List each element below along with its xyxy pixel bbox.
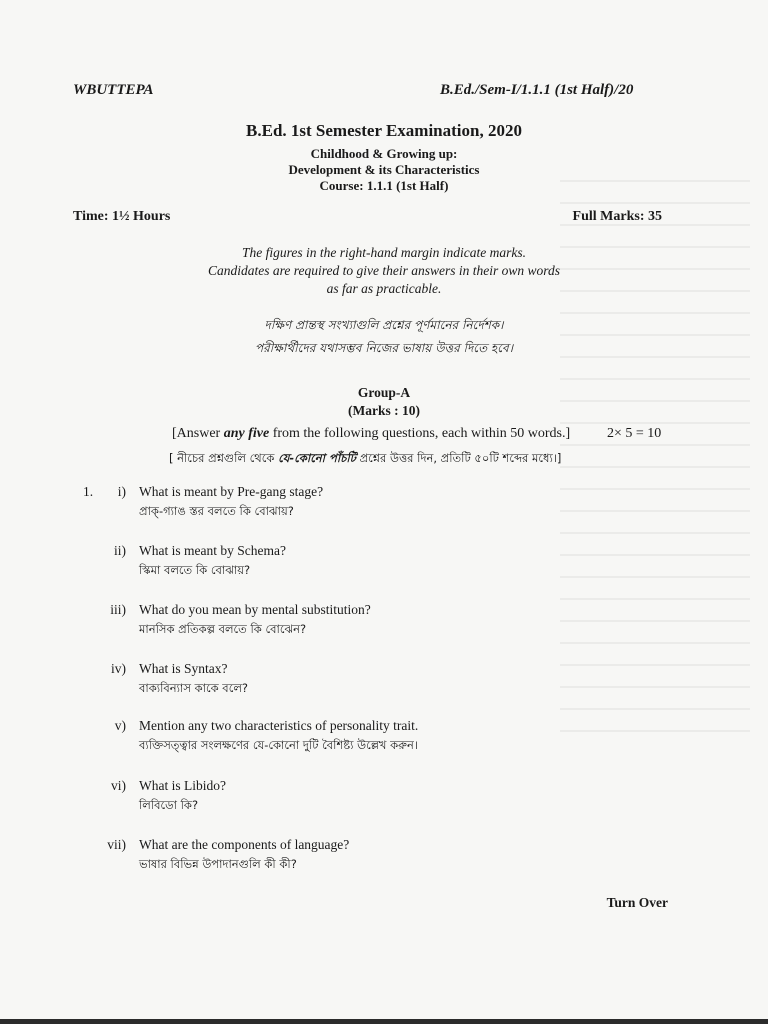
question-v-num: v) xyxy=(114,718,126,733)
answer-instruction-bn xyxy=(169,450,561,469)
show-through-texture xyxy=(560,180,750,740)
answer-marks: 2× 5 = 10 xyxy=(607,426,662,441)
question-ii-num: ii) xyxy=(114,543,126,558)
header-left: WBUTTEPA xyxy=(73,82,154,98)
question-iv-en: What is Syntax? xyxy=(139,661,228,676)
answer-instruction-bn-post: প্রশ্নের উত্তর দিন, প্রতিটি ৫০টি শব্দের মধ্যে।] xyxy=(355,451,562,465)
instruction-en-3: as far as practicable. xyxy=(326,281,442,296)
answer-instruction-emphasis: any five xyxy=(223,426,270,441)
instruction-en-1: The figures in the right-hand margin indicate marks. xyxy=(242,245,526,260)
answer-instruction-post: from the following questions, each within 50 words.] xyxy=(269,426,571,441)
instruction-en-2: Candidates are required to give their answers in their own words xyxy=(208,263,560,278)
header-right: B.Ed./Sem-I/1.1.1 (1st Half)/20 xyxy=(440,82,634,98)
question-i-en: What is meant by Pre-gang stage? xyxy=(139,484,324,499)
group-name: Group-A xyxy=(357,385,411,400)
answer-instruction-bn-emphasis: যে-কোনো পাঁচটি xyxy=(278,451,356,465)
question-ii-bn: স্কিমা বলতে কি বোঝায়? xyxy=(139,563,251,577)
answer-instruction xyxy=(172,426,570,442)
question-iv-bn: বাক্যবিন্যাস কাকে বলে? xyxy=(139,681,248,695)
instruction-bn-1: দক্ষিণ প্রান্তস্থ সংখ্যাগুলি প্রশ্নের পূর্ণমানের নির্দেশক। xyxy=(264,318,504,332)
question-iii-bn: মানসিক প্রতিকল্প বলতে কি বোঝেন? xyxy=(139,622,307,636)
question-vi-num: vi) xyxy=(111,778,126,793)
question-v-en: Mention any two characteristics of personality trait. xyxy=(139,718,419,733)
question-vii-en: What are the components of language? xyxy=(139,837,350,852)
answer-instruction-pre: [Answer xyxy=(172,426,224,441)
exam-subtitle-1: Childhood & Growing up: xyxy=(310,146,458,161)
exam-time: Time: 1½ Hours xyxy=(73,209,171,224)
question-vii-num: vii) xyxy=(107,837,126,852)
group-marks: (Marks : 10) xyxy=(348,403,420,418)
question-v-bn: ব্যক্তিসত্ত্বার সংলক্ষণের যে-কোনো দুটি বৈশিষ্ট্য উল্লেখ করুন। xyxy=(139,738,418,752)
question-iv-num: iv) xyxy=(111,661,126,676)
question-vi-bn: লিবিডো কি? xyxy=(139,798,199,812)
exam-subtitle-3: Course: 1.1.1 (1st Half) xyxy=(319,178,449,193)
question-vi-en: What is Libido? xyxy=(139,778,226,793)
turn-over-label: Turn Over xyxy=(606,895,668,910)
answer-instruction-bn-pre: [ নীচের প্রশ্নগুলি থেকে xyxy=(169,451,279,465)
instruction-bn-2: পরীক্ষার্থীদের যথাসম্ভব নিজের ভাষায় উত্তর দিতে হবে। xyxy=(255,341,513,355)
exam-title: B.Ed. 1st Semester Examination, 2020 xyxy=(246,121,522,140)
question-ii-en: What is meant by Schema? xyxy=(139,543,286,558)
question-number: 1. xyxy=(83,484,94,499)
question-i-bn: প্রাক্-গ্যাঙ স্তর বলতে কি বোঝায়? xyxy=(139,504,294,518)
question-iii-num: iii) xyxy=(110,602,126,617)
exam-subtitle-2: Development & its Characteristics xyxy=(288,162,480,177)
question-i-num: i) xyxy=(117,484,126,499)
exam-full-marks: Full Marks: 35 xyxy=(572,209,662,224)
page-bottom-edge xyxy=(0,1019,768,1024)
question-iii-en: What do you mean by mental substitution? xyxy=(139,602,371,617)
question-vii-bn: ভাষার বিভিন্ন উপাদানগুলি কী কী? xyxy=(139,857,297,871)
